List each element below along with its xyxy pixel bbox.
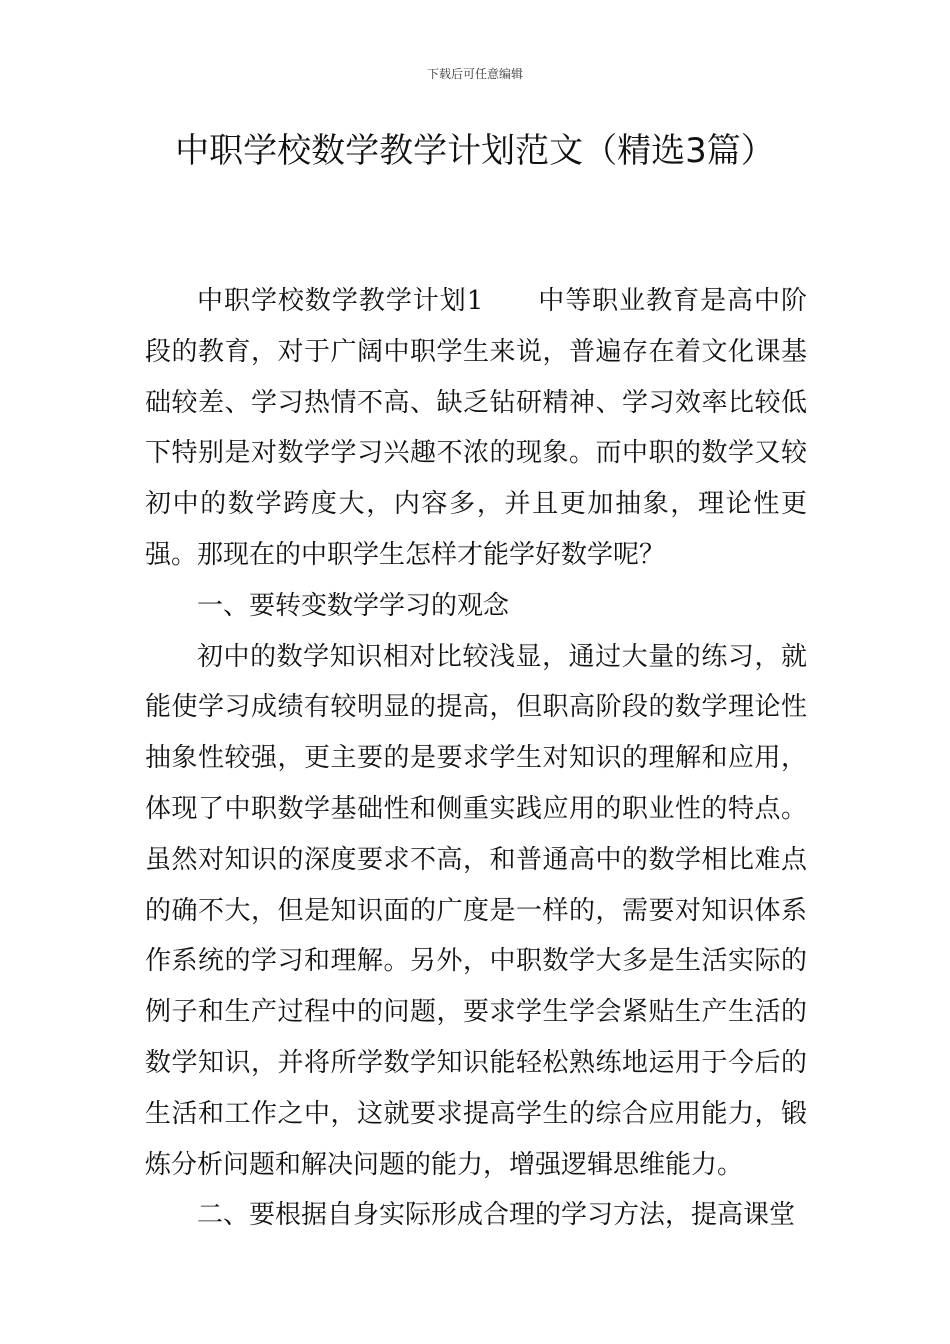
document-body xyxy=(145,276,807,1241)
paragraph-section-1: 初中的数学知识相对比较浅显，通过大量的练习，就能使学习成绩有较明显的提高，但职高阶段的数学理论性抽象性较强，更主要的是要求学生对知识的理解和应用，体现了中职数学基础性和侧重实践应用的职业性的特点。虽然对知识的深度要求不高，和普通高中的数学相比难点的确不大，但是知识面的广度是一样的，需要对知识体系作系统的学习和理解。另外，中职数学大多是生活实际的例子和生产过程中的问题，要求学生学会紧贴生产生活的数学知识，并将所学数学知识能轻松熟练地运用于今后的生活和工作之中，这就要求提高学生的综合应用能力，锻炼分析问题和解决问题的能力，增强逻辑思维能力。 xyxy=(145,641,807,1180)
document-title: 中职学校数学教学计划范文（精选3篇） xyxy=(175,131,775,171)
header-note: 下载后可任意编辑 xyxy=(426,67,523,81)
section-heading-1: 一、要转变数学学习的观念 xyxy=(197,590,510,621)
section-heading-2: 二、要根据自身实际形成合理的学习方法，提高课堂 xyxy=(197,1200,796,1231)
paragraph-intro: 中职学校数学教学计划1 中等职业教育是高中阶段的教育，对于广阔中职学生来说，普遍存在着文化课基础较差、学习热情不高、缺乏钻研精神、学习效率比较低下特别是对数学学习兴趣不浓的现象。而中职的数学又较初中的数学跨度大，内容多，并且更加抽象，理论性更强。那现在的中职学生怎样才能学好数学呢？ xyxy=(145,286,807,570)
